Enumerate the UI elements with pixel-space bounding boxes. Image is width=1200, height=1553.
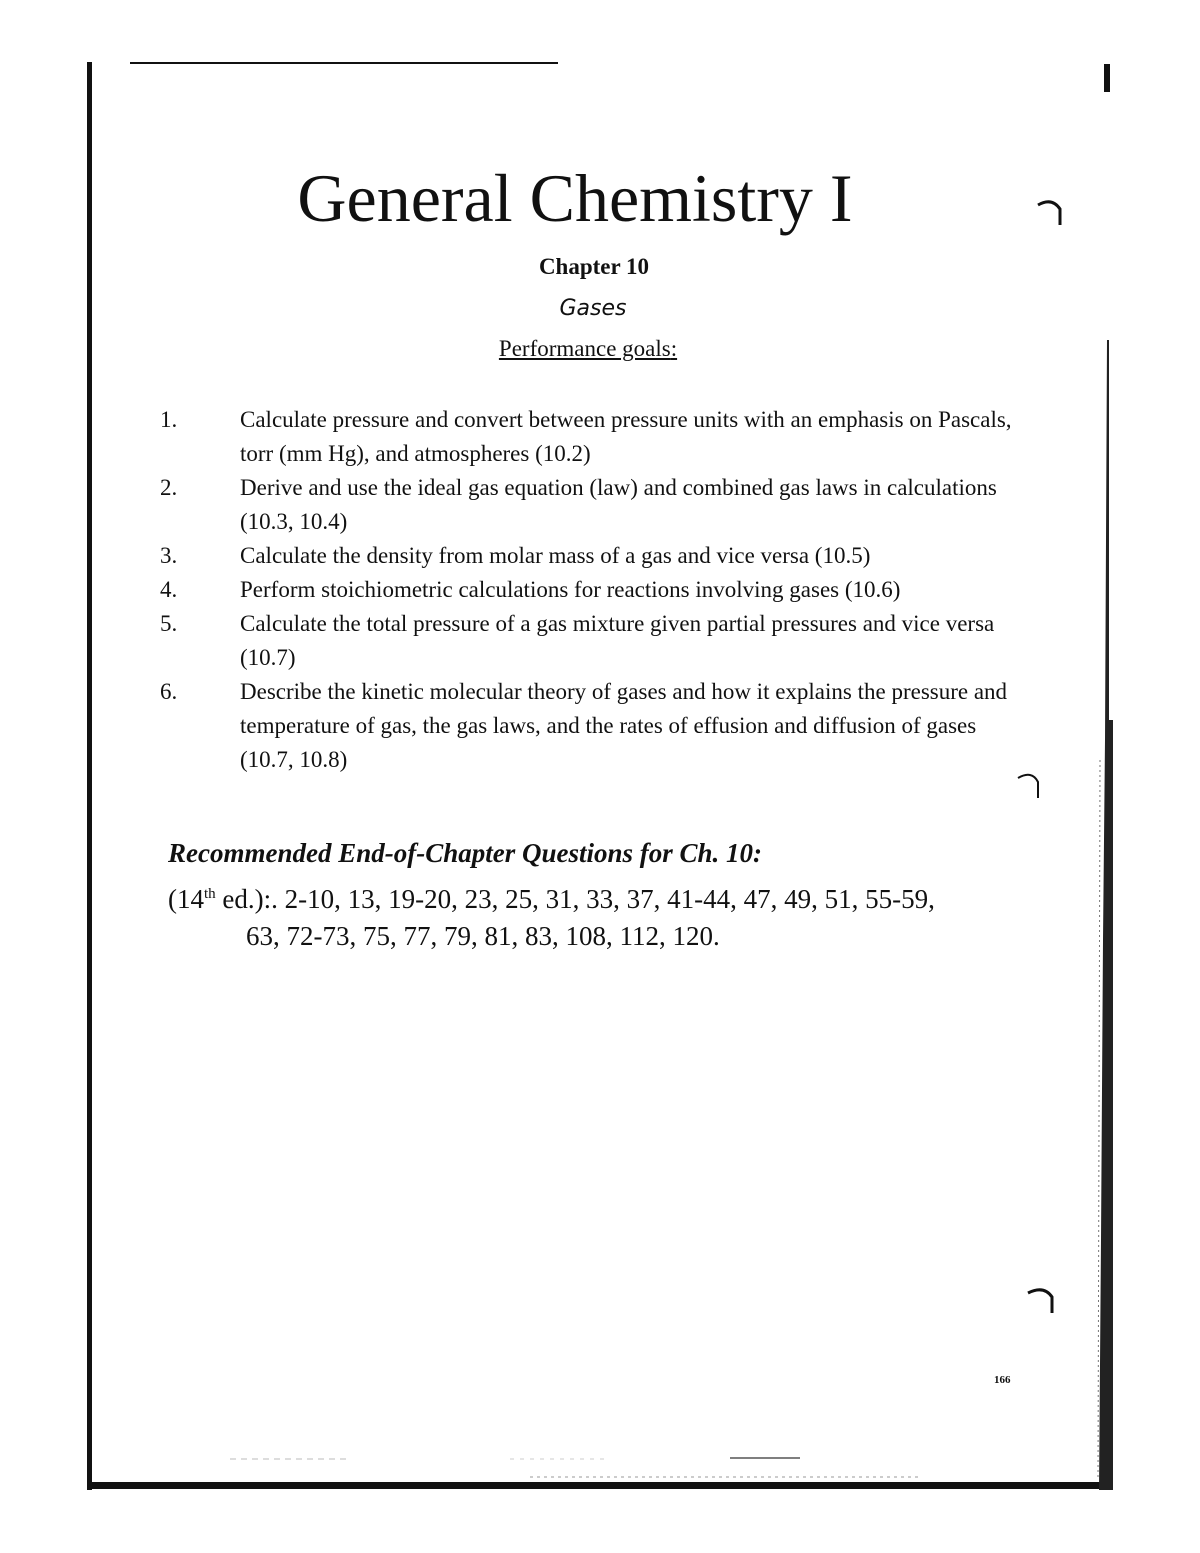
- chapter-heading: Chapter 10: [538, 254, 650, 279]
- performance-goals-heading-colon: :: [670, 336, 678, 361]
- edition-label: [168, 884, 278, 914]
- page-title: General Chemistry I: [297, 160, 853, 236]
- goal-text: Calculate the total pressure of a gas mixture given partial pressures and vice versa (10.7): [240, 611, 995, 670]
- recommended-questions-list: [168, 876, 1028, 955]
- scan-right-shadow: [1097, 340, 1113, 1490]
- goal-text: Calculate pressure and convert between pressure units with an emphasis on Pascals, torr (mm Hg), and atmospheres (10.2): [240, 407, 1012, 466]
- goal-text: Derive and use the ideal gas equation (law) and combined gas laws in calculations (10.3, 10.4): [240, 475, 997, 534]
- goal-number: 6.: [160, 679, 178, 704]
- performance-goals-list: [160, 403, 1020, 777]
- goal-number: 4.: [160, 577, 178, 602]
- edition-label-close: ed.):.: [215, 884, 278, 914]
- edition-label-sup: th: [204, 886, 216, 902]
- goal-item: [160, 607, 1020, 675]
- goal-text: Calculate the density from molar mass of a gas and vice versa (10.5): [240, 543, 871, 568]
- performance-goals-heading: [0, 334, 1176, 364]
- scan-top-right-mark: [1104, 64, 1110, 92]
- recommended-questions-heading: Recommended End-of-Chapter Questions for Ch. 10:: [168, 838, 763, 868]
- binder-mark-bottom: [1024, 1283, 1058, 1317]
- goal-item: [160, 573, 1020, 607]
- goal-text: Perform stoichiometric calculations for reactions involving gases (10.6): [240, 577, 901, 602]
- scan-bottom-dashes: [230, 1455, 930, 1485]
- scan-top-line: [130, 62, 558, 64]
- goal-number: 5.: [160, 611, 178, 636]
- goal-item: [160, 403, 1020, 471]
- recommended-questions-line-1: 2-10, 13, 19-20, 23, 25, 31, 33, 37, 41-44, 47, 49, 51, 55-59,: [277, 884, 935, 914]
- goal-text: Describe the kinetic molecular theory of gases and how it explains the pressure and temperature of gas, the gas laws, and the rates of effusion and diffusion of gases (10.7, 10.8): [240, 679, 1008, 772]
- goal-item: [160, 675, 1020, 777]
- goal-number: 2.: [160, 475, 178, 500]
- goal-item: [160, 471, 1020, 539]
- goal-number: 1.: [160, 407, 178, 432]
- edition-label-open: (14: [168, 884, 204, 914]
- recommended-questions-line-2: 63, 72-73, 75, 77, 79, 81, 83, 108, 112, 120.: [246, 921, 720, 951]
- chapter-subtitle: Gases: [559, 296, 627, 321]
- goal-item: [160, 539, 1020, 573]
- goal-number: 3.: [160, 543, 178, 568]
- page-number: 166: [994, 1374, 1011, 1386]
- performance-goals-heading-text: Performance goals: [498, 336, 671, 361]
